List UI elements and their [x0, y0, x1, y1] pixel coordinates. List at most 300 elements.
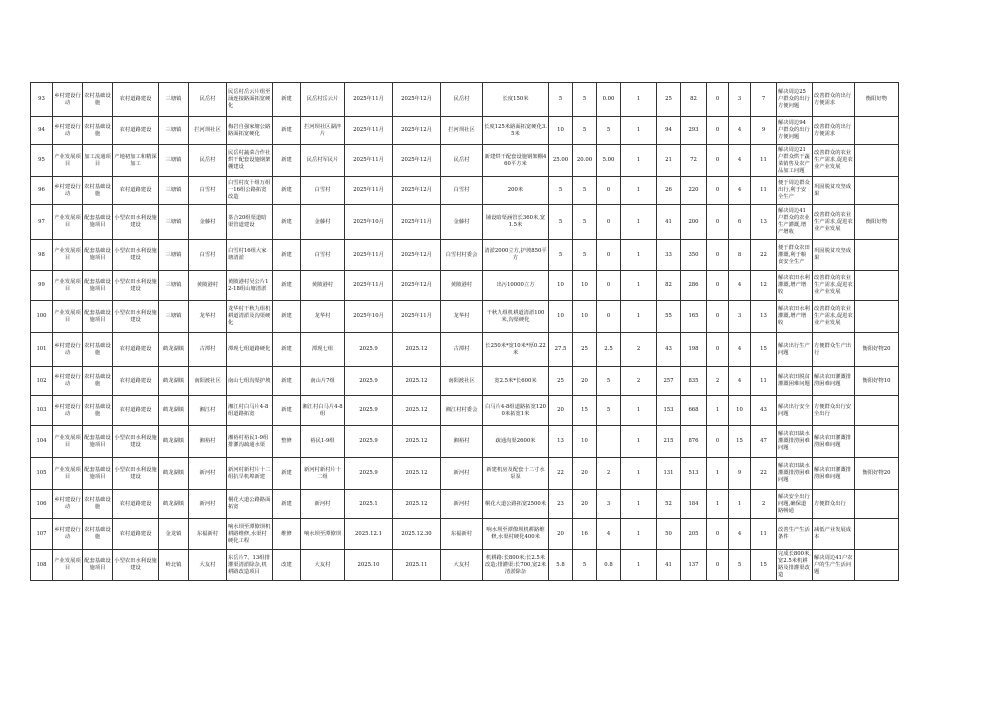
- cell-poor-h: 0: [707, 550, 729, 581]
- cell-poor-h: 0: [707, 83, 729, 117]
- cell-poor-h: 0: [707, 145, 729, 177]
- cell-p7: 11: [751, 367, 777, 396]
- cell-nature: 新建: [273, 205, 301, 240]
- cell-site: 民岳村岳云片: [301, 83, 345, 117]
- cell-poor-p: 10: [729, 396, 751, 426]
- cell-nature: 整修: [273, 426, 301, 458]
- cell-poor-h: 0: [707, 240, 729, 271]
- cell-poor-p: 4: [729, 271, 751, 301]
- cell-no: 102: [31, 367, 53, 396]
- cell-people: 52: [657, 490, 681, 519]
- cell-cat: 乡村建设行动: [53, 519, 83, 550]
- cell-fin2: 0.8: [597, 550, 621, 581]
- cell-fin2: 2.5: [597, 333, 621, 367]
- cell-sub: 配套基础设施项目: [83, 426, 113, 458]
- cell-site: 新河村: [301, 490, 345, 519]
- cell-beneficiaries: 137: [681, 550, 707, 581]
- cell-content: 南山七组沟渠护坡: [227, 367, 273, 396]
- cell-cat: 产业发展项目: [53, 205, 83, 240]
- cell-people: 82: [657, 271, 681, 301]
- cell-people: 41: [657, 550, 681, 581]
- cell-village: 金藤村: [189, 205, 227, 240]
- cell-site: 裕民1-9组: [301, 426, 345, 458]
- cell-type: 小型农田水利设施建设: [113, 271, 159, 301]
- cell-remark: [855, 145, 899, 177]
- cell-nature: 新建: [273, 301, 301, 333]
- cell-poor-p: 15: [729, 426, 751, 458]
- cell-town: 鹤龙湖镇: [159, 333, 189, 367]
- cell-effect: 方便群众出行: [813, 490, 855, 519]
- cell-no: 96: [31, 177, 53, 205]
- cell-village: 龙华村: [189, 301, 227, 333]
- cell-beneficiaries: 876: [681, 426, 707, 458]
- cell-nature: 维修: [273, 519, 301, 550]
- cell-sub: 配套基础设施项目: [83, 240, 113, 271]
- cell-fin2: 0: [597, 205, 621, 240]
- cell-nature: 新建: [273, 240, 301, 271]
- cell-village: 拦河坝社区: [189, 117, 227, 145]
- cell-village: 民岳村: [189, 145, 227, 177]
- cell-fin1: 5: [573, 117, 597, 145]
- cell-town: 三塘镇: [159, 117, 189, 145]
- cell-scale: 桐花大道公路拓宽2500米: [483, 490, 549, 519]
- cell-total: 25: [549, 367, 573, 396]
- cell-cat: 产业发展项目: [53, 271, 83, 301]
- cell-poor-p: 4: [729, 117, 751, 145]
- cell-end: 2025.12.30: [393, 519, 441, 550]
- cell-start: 2025.9: [345, 367, 393, 396]
- cell-nature: 新建: [273, 458, 301, 490]
- cell-end: 2025年12月: [393, 271, 441, 301]
- cell-unit: 黄陂港村: [441, 271, 483, 301]
- cell-total: 20: [549, 519, 573, 550]
- cell-unit: 新河村: [441, 490, 483, 519]
- cell-end: 2025年12月: [393, 117, 441, 145]
- cell-sub: 配套基础设施项目: [83, 458, 113, 490]
- cell-fin1: 5: [573, 550, 597, 581]
- cell-remark: 衡阳好物10: [855, 367, 899, 396]
- cell-households: 1: [621, 117, 657, 145]
- cell-beneficiaries: 200: [681, 205, 707, 240]
- cell-p7: 13: [751, 205, 777, 240]
- cell-poor-h: 0: [707, 301, 729, 333]
- cell-remark: 衡阳好物20: [855, 458, 899, 490]
- cell-effect: 巩固脱贫攻坚成果: [813, 240, 855, 271]
- cell-poor-h: 1: [707, 396, 729, 426]
- cell-fin2: 0: [597, 301, 621, 333]
- cell-nature: 新建: [273, 367, 301, 396]
- cell-people: 215: [657, 426, 681, 458]
- cell-town: 三塘镇: [159, 205, 189, 240]
- cell-content: 新河村新村片十二组抗旱机埠新建: [227, 458, 273, 490]
- cell-households: 1: [621, 490, 657, 519]
- cell-total: 5: [549, 83, 573, 117]
- cell-unit: 古潭村: [441, 333, 483, 367]
- cell-cat: 乡村建设行动: [53, 177, 83, 205]
- cell-scale: 清淤2000立方,护坡850平方: [483, 240, 549, 271]
- cell-start: 2025年11月: [345, 271, 393, 301]
- cell-fin2: 2: [597, 458, 621, 490]
- cell-town: 鹤龙湖镇: [159, 396, 189, 426]
- cell-beneficiaries: 184: [681, 490, 707, 519]
- cell-mech: 解决农田缺水灌溉排涝困难问题: [777, 426, 813, 458]
- project-table: [30, 82, 899, 581]
- cell-sub: 配套基础设施项目: [83, 550, 113, 581]
- cell-no: 105: [31, 458, 53, 490]
- cell-poor-h: 0: [707, 205, 729, 240]
- cell-site: 民岳村军民片: [301, 145, 345, 177]
- cell-poor-h: 0: [707, 426, 729, 458]
- cell-town: 三塘镇: [159, 145, 189, 177]
- cell-people: 153: [657, 396, 681, 426]
- cell-total: 5: [549, 205, 573, 240]
- cell-scale: 200米: [483, 177, 549, 205]
- cell-unit: 龙华村: [441, 301, 483, 333]
- cell-nature: 新建: [273, 333, 301, 367]
- cell-nature: 新建: [273, 83, 301, 117]
- cell-sub: 农村基础设施: [83, 177, 113, 205]
- cell-content: 东岳片7、13组排灌渠清淤除杂,机耕路改造项目: [227, 550, 273, 581]
- cell-total: 25.00: [549, 145, 573, 177]
- cell-site: 潭现七组: [301, 333, 345, 367]
- cell-town: 三塘镇: [159, 271, 189, 301]
- cell-effect: 解决农田灌溉排涝困难问题: [813, 458, 855, 490]
- cell-fin1: 20: [573, 490, 597, 519]
- cell-content: 桐花大道公路路面拓宽: [227, 490, 273, 519]
- cell-town: 三塘镇: [159, 83, 189, 117]
- cell-remark: [855, 240, 899, 271]
- cell-fin1: 20: [573, 367, 597, 396]
- cell-type: 小型农田水利设施建设: [113, 205, 159, 240]
- cell-cat: 乡村建设行动: [53, 83, 83, 117]
- cell-unit: 白雪村: [441, 177, 483, 205]
- cell-scale: 长度150米: [483, 83, 549, 117]
- cell-scale: 长250米*宽10米*厚0.22米: [483, 333, 549, 367]
- cell-households: 2: [621, 367, 657, 396]
- cell-poor-p: 1: [729, 490, 751, 519]
- cell-effect: 改善群众的农业生产需求,促进农业产业发展: [813, 205, 855, 240]
- cell-cat: 产业发展项目: [53, 426, 83, 458]
- cell-village: 湘裕村: [189, 426, 227, 458]
- cell-start: 2025.9: [345, 458, 393, 490]
- cell-town: 鹤龙湖镇: [159, 367, 189, 396]
- cell-fin2: 0: [597, 271, 621, 301]
- cell-village: 新河村: [189, 458, 227, 490]
- cell-households: 1: [621, 426, 657, 458]
- cell-fin2: 4: [597, 519, 621, 550]
- cell-poor-h: 0: [707, 271, 729, 301]
- cell-no: 93: [31, 83, 53, 117]
- cell-start: 2025.10: [345, 550, 393, 581]
- cell-beneficiaries: 350: [681, 240, 707, 271]
- cell-no: 94: [31, 117, 53, 145]
- cell-mech: 便于群众农田灌溉,利于粮食安全生产: [777, 240, 813, 271]
- cell-content: 湘江村白马片4-8组道路拓宽: [227, 396, 273, 426]
- cell-households: 1: [621, 271, 657, 301]
- table-row: [31, 177, 899, 205]
- cell-effect: 方便群众出行安全出行: [813, 396, 855, 426]
- cell-people: 41: [657, 205, 681, 240]
- cell-beneficiaries: 286: [681, 271, 707, 301]
- table-row: [31, 240, 899, 271]
- cell-unit: 新河村: [441, 458, 483, 490]
- cell-poor-h: 0: [707, 519, 729, 550]
- cell-village: 湘江村: [189, 396, 227, 426]
- cell-beneficiaries: 205: [681, 519, 707, 550]
- cell-no: 106: [31, 490, 53, 519]
- cell-poor-h: 0: [707, 177, 729, 205]
- cell-scale: 疏通沟渠2600米: [483, 426, 549, 458]
- cell-people: 131: [657, 458, 681, 490]
- cell-sub: 加工流通项目: [83, 145, 113, 177]
- cell-site: 拦河坝社区湖泮片: [301, 117, 345, 145]
- cell-content: 梅岩自强家塘公路路面拓宽硬化: [227, 117, 273, 145]
- cell-people: 50: [657, 519, 681, 550]
- cell-mech: 完成长800米,宽2.5米机耕路及排灌渠改造: [777, 550, 813, 581]
- cell-start: 2025.9: [345, 333, 393, 367]
- cell-scale: 新建机房及配套十二寸水泵泵: [483, 458, 549, 490]
- cell-p7: 7: [751, 83, 777, 117]
- cell-households: 1: [621, 205, 657, 240]
- cell-start: 2025.9: [345, 396, 393, 426]
- cell-type: 产地初加工和精深加工: [113, 145, 159, 177]
- cell-content: 白雪村皮十组万组一16组公路拓宽改造: [227, 177, 273, 205]
- cell-site: 南山片7组: [301, 367, 345, 396]
- cell-village: 东福新村: [189, 519, 227, 550]
- cell-site: 龙华村: [301, 301, 345, 333]
- table-row: [31, 271, 899, 301]
- table-row: [31, 426, 899, 458]
- cell-nature: 改建: [273, 550, 301, 581]
- cell-start: 2025年11月: [345, 145, 393, 177]
- cell-no: 103: [31, 396, 53, 426]
- cell-poor-h: 2: [707, 367, 729, 396]
- cell-poor-p: 3: [729, 83, 751, 117]
- cell-type: 小型农田水利设施建设: [113, 458, 159, 490]
- cell-town: 三塘镇: [159, 301, 189, 333]
- cell-content: 民岳村岳云片组至涌连接路面拓宽硬化: [227, 83, 273, 117]
- cell-effect: 巩固脱贫攻坚成果: [813, 177, 855, 205]
- cell-fin1: 5: [573, 177, 597, 205]
- cell-site: 白雪村: [301, 177, 345, 205]
- cell-type: 小型农田水利设施建设: [113, 240, 159, 271]
- cell-unit: 白雪村村委会: [441, 240, 483, 271]
- cell-fin2: 5.00: [597, 145, 621, 177]
- cell-start: 2025年11月: [345, 117, 393, 145]
- cell-content: 湘裕村裕民1-9组排灌沟疏通水渠: [227, 426, 273, 458]
- cell-nature: 新建: [273, 396, 301, 426]
- cell-remark: 衡阳好物20: [855, 333, 899, 367]
- cell-type: 农村道路建设: [113, 83, 159, 117]
- project-table-sheet: [30, 82, 899, 581]
- table-row: [31, 333, 899, 367]
- cell-end: 2025.12: [393, 367, 441, 396]
- cell-village: 大友村: [189, 550, 227, 581]
- cell-households: 1: [621, 83, 657, 117]
- cell-unit: 民岳村: [441, 145, 483, 177]
- cell-cat: 乡村建设行动: [53, 396, 83, 426]
- cell-sub: 农村基础设施: [83, 333, 113, 367]
- cell-village: 古潭村: [189, 333, 227, 367]
- cell-remark: 衡阳好物: [855, 83, 899, 117]
- cell-beneficiaries: 72: [681, 145, 707, 177]
- cell-effect: 改善群众的农业生产需求,促进农业产业发展: [813, 145, 855, 177]
- cell-cat: 产业发展项目: [53, 145, 83, 177]
- cell-scale: 新建烘干配套设施钢架棚460平方米: [483, 145, 549, 177]
- cell-beneficiaries: 165: [681, 301, 707, 333]
- cell-scale: 宽2.5米*长600米: [483, 367, 549, 396]
- cell-town: 鹤龙湖镇: [159, 426, 189, 458]
- cell-poor-p: 4: [729, 177, 751, 205]
- cell-total: 5: [549, 177, 573, 205]
- cell-poor-h: 1: [707, 458, 729, 490]
- cell-type: 小型农田水利设施建设: [113, 426, 159, 458]
- cell-people: 43: [657, 333, 681, 367]
- cell-end: 2025.12: [393, 458, 441, 490]
- cell-no: 100: [31, 301, 53, 333]
- cell-effect: 减低产业发展成本: [813, 519, 855, 550]
- cell-p7: 9: [751, 117, 777, 145]
- cell-unit: 湘江村村委会: [441, 396, 483, 426]
- cell-p7: 15: [751, 333, 777, 367]
- cell-mech: 解决农田水利灌溉,增产增收: [777, 301, 813, 333]
- cell-scale: 出污10000立方: [483, 271, 549, 301]
- cell-fin2: 5: [597, 396, 621, 426]
- cell-poor-h: 0: [707, 117, 729, 145]
- cell-poor-p: 4: [729, 519, 751, 550]
- cell-no: 108: [31, 550, 53, 581]
- cell-p7: 43: [751, 396, 777, 426]
- cell-p7: 11: [751, 145, 777, 177]
- cell-poor-h: 0: [707, 333, 729, 367]
- cell-end: 2025.12: [393, 426, 441, 458]
- cell-households: 2: [621, 333, 657, 367]
- cell-p7: 13: [751, 301, 777, 333]
- table-body: [31, 83, 899, 581]
- cell-fin1: 5: [573, 205, 597, 240]
- cell-people: 94: [657, 117, 681, 145]
- cell-start: 2025年11月: [345, 240, 393, 271]
- cell-scale: 长度125米路面拓宽硬化3.5米: [483, 117, 549, 145]
- cell-content: 龙华村干秋九组机耕道清淤及沟渠硬化: [227, 301, 273, 333]
- cell-sub: 配套基础设施项目: [83, 205, 113, 240]
- cell-total: 10: [549, 117, 573, 145]
- cell-scale: 白马片4-8组道路拓宽1200米拓宽1米: [483, 396, 549, 426]
- cell-effect: 解决周边41户农户的生产生活问题: [813, 550, 855, 581]
- cell-village: 南阳渡社区: [189, 367, 227, 396]
- cell-type: 小型农田水利设施建设: [113, 550, 159, 581]
- cell-no: 97: [31, 205, 53, 240]
- cell-remark: [855, 519, 899, 550]
- cell-p7: 11: [751, 177, 777, 205]
- cell-poor-p: 4: [729, 145, 751, 177]
- table-row: [31, 519, 899, 550]
- cell-fin1: 25: [573, 333, 597, 367]
- cell-cat: 乡村建设行动: [53, 367, 83, 396]
- cell-content: 黄陂港村吴公片12-18组山塘清淤: [227, 271, 273, 301]
- cell-cat: 产业发展项目: [53, 458, 83, 490]
- cell-sub: 农村基础设施: [83, 367, 113, 396]
- cell-mech: 解决农田缺水灌溉排涝困难问题: [777, 458, 813, 490]
- table-row: [31, 396, 899, 426]
- cell-unit: 金藤村: [441, 205, 483, 240]
- table-row: [31, 490, 899, 519]
- cell-end: 2025.11: [393, 550, 441, 581]
- table-row: [31, 550, 899, 581]
- cell-total: 5.8: [549, 550, 573, 581]
- cell-cat: 乡村建设行动: [53, 117, 83, 145]
- cell-beneficiaries: 513: [681, 458, 707, 490]
- cell-type: 农村道路建设: [113, 367, 159, 396]
- cell-fin1: 20.00: [573, 145, 597, 177]
- cell-fin1: 5: [573, 240, 597, 271]
- cell-fin1: 10: [573, 301, 597, 333]
- table-row: [31, 301, 899, 333]
- cell-village: 白雪村: [189, 177, 227, 205]
- cell-total: 10: [549, 271, 573, 301]
- cell-unit: 南阳渡社区: [441, 367, 483, 396]
- cell-poor-p: 9: [729, 458, 751, 490]
- cell-remark: [855, 117, 899, 145]
- cell-p7: 2: [751, 490, 777, 519]
- cell-start: 2025.1: [345, 490, 393, 519]
- cell-town: 三塘镇: [159, 240, 189, 271]
- cell-cat: 产业发展项目: [53, 301, 83, 333]
- cell-nature: 新建: [273, 117, 301, 145]
- table-row: [31, 83, 899, 117]
- cell-mech: 解决出行生产问题: [777, 333, 813, 367]
- cell-households: 1: [621, 519, 657, 550]
- cell-total: 13: [549, 426, 573, 458]
- cell-start: 2025年11月: [345, 177, 393, 205]
- cell-remark: [855, 426, 899, 458]
- cell-site: 黄陂港村: [301, 271, 345, 301]
- cell-beneficiaries: 835: [681, 367, 707, 396]
- table-row: [31, 145, 899, 177]
- cell-poor-p: 4: [729, 333, 751, 367]
- cell-site: 大友村: [301, 550, 345, 581]
- cell-type: 农村道路建设: [113, 117, 159, 145]
- cell-fin2: [597, 426, 621, 458]
- cell-content: 潭现七组道路硬化: [227, 333, 273, 367]
- cell-sub: 农村基础设施: [83, 519, 113, 550]
- cell-nature: 新建: [273, 271, 301, 301]
- cell-type: 农村道路建设: [113, 396, 159, 426]
- cell-mech: 解决周边94户群众的出行方便问题: [777, 117, 813, 145]
- cell-end: 2025年12月: [393, 83, 441, 117]
- cell-sub: 配套基础设施项目: [83, 271, 113, 301]
- cell-start: 2025年11月: [345, 83, 393, 117]
- cell-no: 95: [31, 145, 53, 177]
- cell-town: 金龙镇: [159, 519, 189, 550]
- cell-start: 2025年10月: [345, 205, 393, 240]
- cell-effect: 解决农田灌溉排涝困难问题: [813, 367, 855, 396]
- cell-village: 民岳村: [189, 83, 227, 117]
- cell-scale: 铺设暗渠涵管长360米,宽1.5米: [483, 205, 549, 240]
- cell-type: 农村道路建设: [113, 490, 159, 519]
- cell-fin1: 20: [573, 458, 597, 490]
- cell-beneficiaries: 220: [681, 177, 707, 205]
- cell-effect: 改善群众的出行方便需求: [813, 83, 855, 117]
- cell-people: 26: [657, 177, 681, 205]
- cell-no: 99: [31, 271, 53, 301]
- cell-town: 岭北镇: [159, 550, 189, 581]
- cell-no: 98: [31, 240, 53, 271]
- cell-site: 响水坝至潭僚坝: [301, 519, 345, 550]
- cell-sub: 农村基础设施: [83, 117, 113, 145]
- cell-remark: [855, 271, 899, 301]
- cell-content: 白雪村16组大家塘清淤: [227, 240, 273, 271]
